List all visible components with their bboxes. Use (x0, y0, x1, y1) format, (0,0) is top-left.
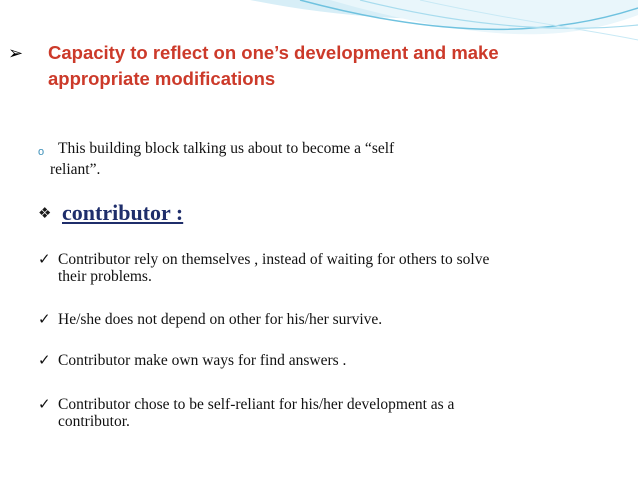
list-item-line-1: Contributor chose to be self-reliant for his/her development as a (58, 396, 455, 413)
diamond-bullet-icon: ❖ (38, 204, 52, 222)
list-item-line-1: Contributor make own ways for find answers . (58, 352, 347, 369)
heading-line-2: appropriate modifications (48, 68, 276, 89)
heading-line-1: Capacity to reflect on one’s development and make (48, 42, 499, 63)
list-item-line-2: their problems. (58, 268, 152, 285)
list-item (38, 251, 608, 285)
list-item-line-1: He/she does not depend on other for his/her survive. (58, 311, 383, 328)
contributor-label: contributor : (62, 200, 184, 225)
contributor-subheading (38, 200, 183, 226)
intro-paragraph (38, 138, 598, 180)
list-item (38, 396, 608, 430)
list-item (38, 352, 608, 369)
intro-line-2: reliant”. (50, 161, 101, 178)
arrow-bullet-icon: ➢ (8, 43, 24, 64)
circle-bullet-icon: o (38, 146, 45, 158)
list-item (38, 311, 608, 328)
heading-text (48, 40, 499, 92)
intro-line-1: This building block talking us about to become a “self (58, 140, 395, 157)
checkmark-icon: ✓ (38, 395, 51, 413)
slide-heading (8, 40, 608, 92)
checkmark-icon: ✓ (38, 310, 51, 328)
checkmark-icon: ✓ (38, 250, 51, 268)
list-item-line-1: Contributor rely on themselves , instead of waiting for others to solve (58, 251, 490, 268)
checkmark-icon: ✓ (38, 351, 51, 369)
list-item-line-2: contributor. (58, 413, 130, 430)
